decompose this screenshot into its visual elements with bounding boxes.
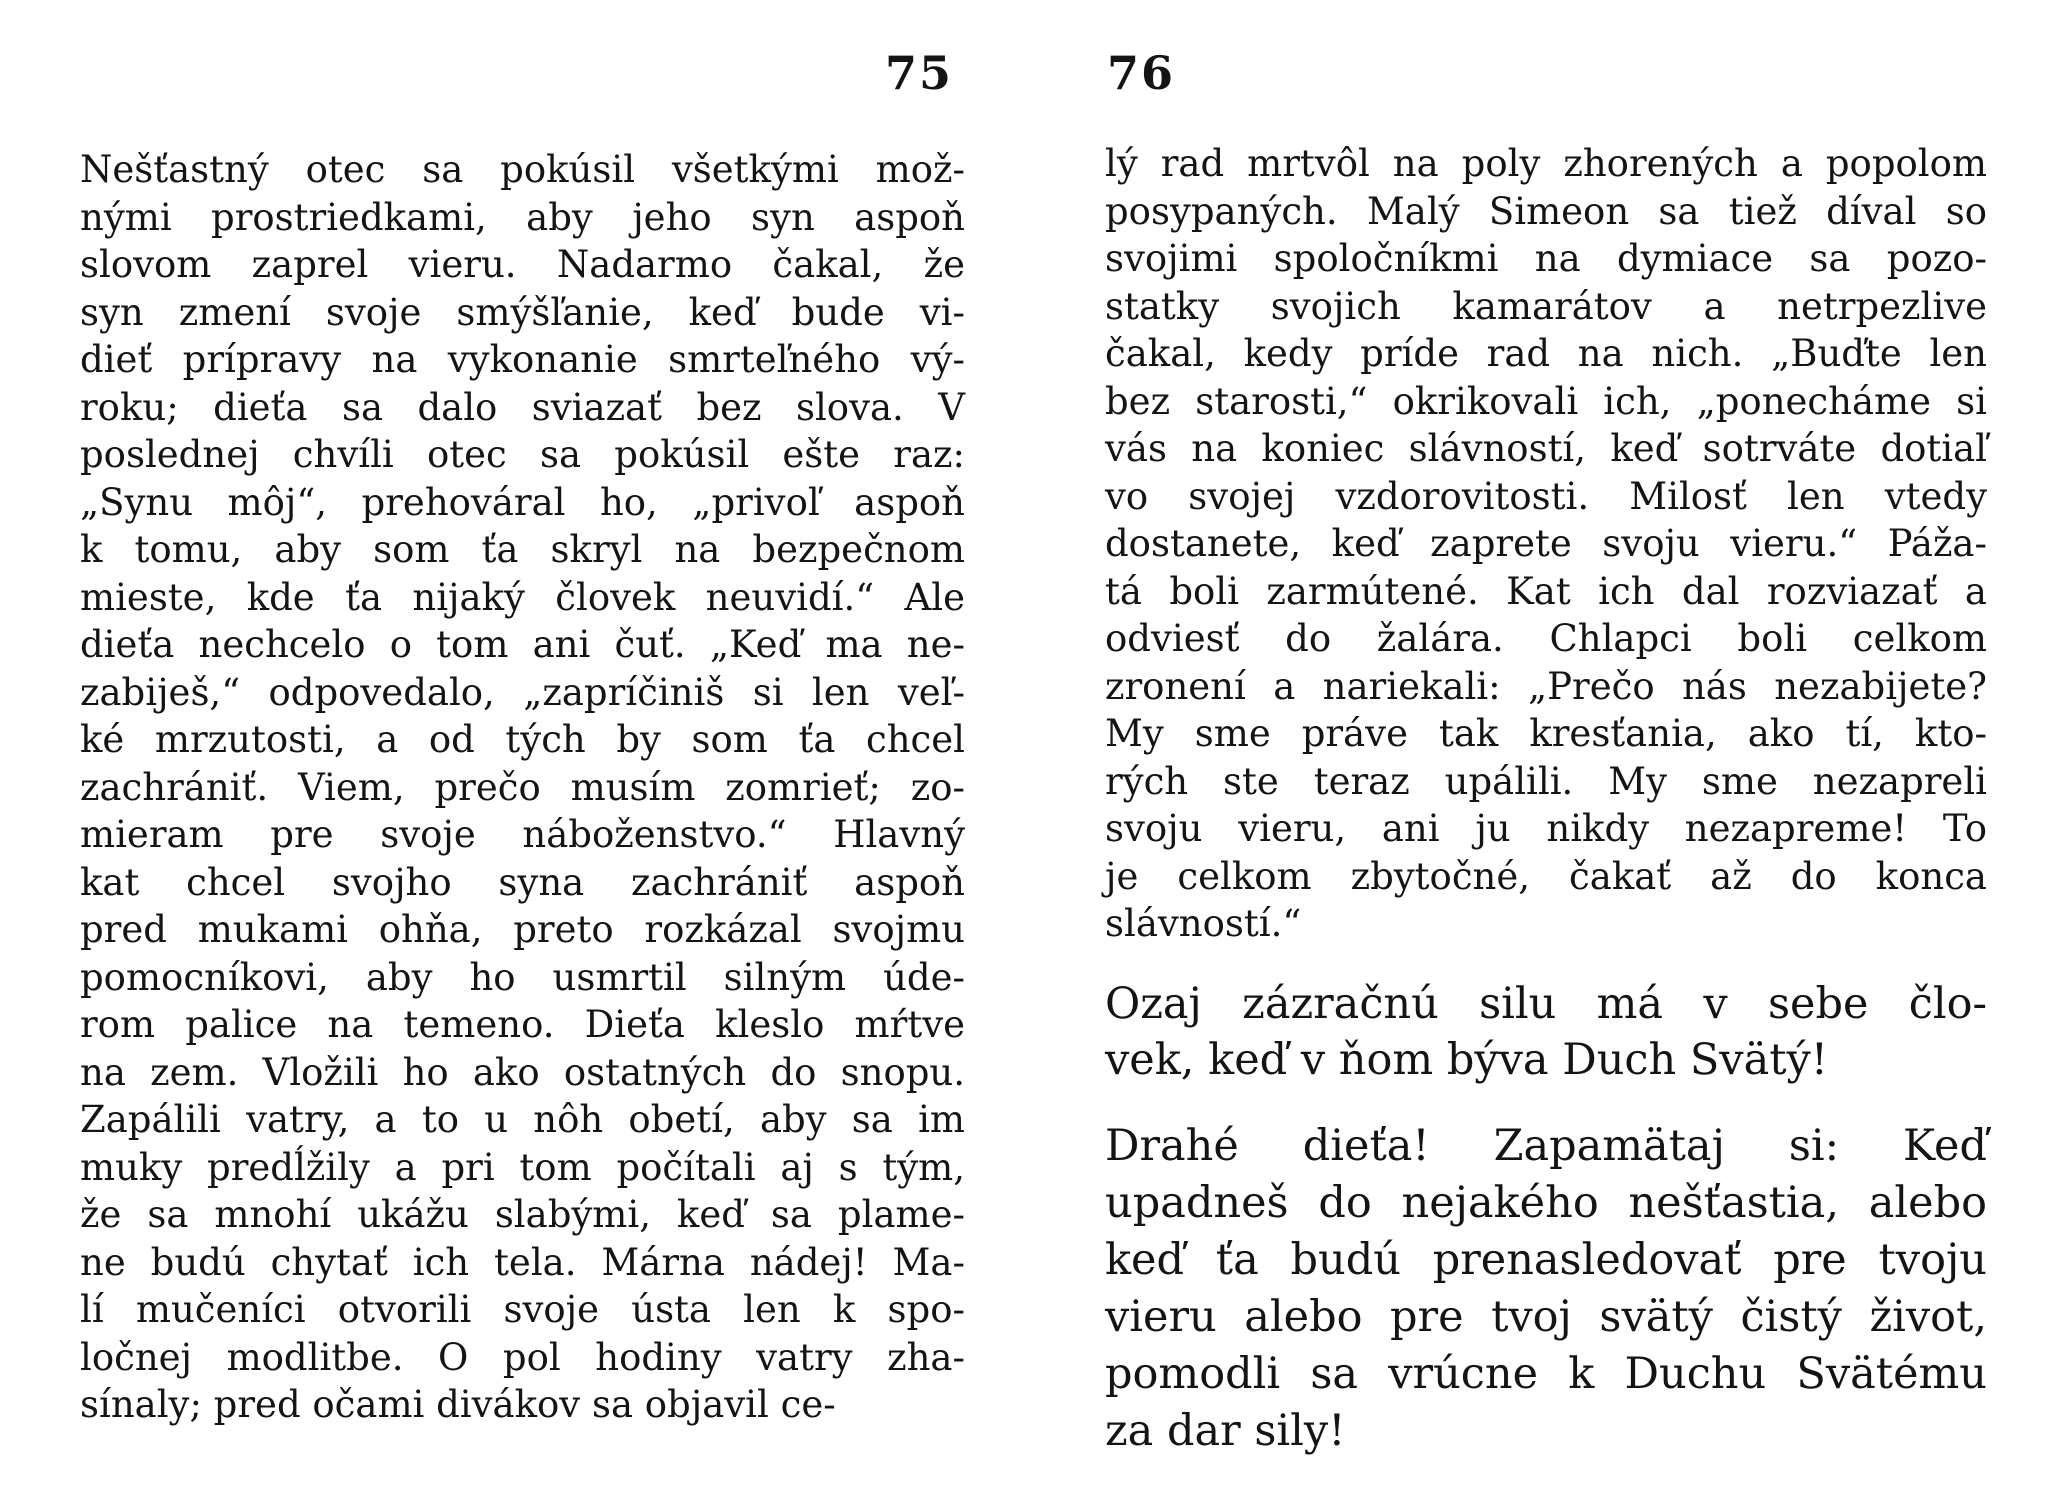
text-line: poslednej chvíli otec sa pokúsil ešte raz: bbox=[80, 433, 965, 476]
text-line: dieť prípravy na vykonanie smrteľného vý- bbox=[80, 338, 965, 381]
text-line: čakal, kedy príde rad na nich. „Buďte len bbox=[1105, 332, 1987, 375]
text-line: ké mrzutosti, a od tých by som ťa chcel bbox=[80, 718, 965, 761]
text-line: nými prostriedkami, aby jeho syn aspoň bbox=[80, 195, 965, 239]
text-line: tá boli zarmútené. Kat ich dal rozviazať a bbox=[1105, 569, 1987, 613]
text-line: keď ťa budú prenasledovať pre tvoju bbox=[1105, 1234, 1987, 1285]
text-line: zronení a nariekali: „Prečo nás nezabijete? bbox=[1105, 664, 1987, 708]
text-line: bez starosti,“ okrikovali ich, „ponecháme si bbox=[1105, 379, 1987, 423]
text-line: roku; dieťa sa dalo sviazať bez slova. V bbox=[80, 385, 965, 429]
text-line: slávností.“ bbox=[1105, 902, 1302, 945]
left-paragraph bbox=[80, 146, 965, 1429]
text-line: slovom zaprel vieru. Nadarmo čakal, že bbox=[80, 243, 965, 286]
text-line: rých ste teraz upálili. My sme nezapreli bbox=[1105, 759, 1987, 803]
exhortation-paragraph bbox=[1105, 1118, 1987, 1460]
text-line: kat chcel svojho syna zachrániť aspoň bbox=[80, 860, 965, 904]
text-line: Zapálili vatry, a to u nôh obetí, aby sa im bbox=[80, 1098, 965, 1141]
text-line: posypaných. Malý Simeon sa tiež díval so bbox=[1105, 189, 1987, 233]
text-line: ne budú chytať ich tela. Márna nádej! Ma- bbox=[80, 1240, 965, 1284]
text-line: syn zmení svoje smýšľanie, keď bude vi- bbox=[80, 290, 965, 334]
text-line: statky svojich kamarátov a netrpezlive bbox=[1105, 284, 1987, 328]
text-line: Ozaj zázračnú silu má v sebe člo- bbox=[1105, 978, 1987, 1029]
text-line: svojimi spoločníkmi na dymiace sa pozo- bbox=[1105, 237, 1987, 280]
text-line: je celkom zbytočné, čakať až do konca bbox=[1105, 854, 1987, 898]
text-line: pomodli sa vrúcne k Duchu Svätému bbox=[1105, 1348, 1987, 1399]
text-line: „Synu môj“, prehováral ho, „privoľ aspoň bbox=[80, 480, 965, 524]
text-line: k tomu, aby som ťa skryl na bezpečnom bbox=[80, 528, 965, 571]
text-line: pomocníkovi, aby ho usmrtil silným úde- bbox=[80, 955, 965, 999]
text-line: Drahé dieťa! Zapamätaj si: Keď bbox=[1105, 1120, 1987, 1171]
text-line: za dar sily! bbox=[1105, 1405, 1346, 1456]
text-line: upadneš do nejakého nešťastia, alebo bbox=[1105, 1177, 1987, 1228]
text-line: svoju vieru, ani ju nikdy nezapreme! To bbox=[1105, 807, 1987, 850]
text-line: lý rad mrtvôl na poly zhorených a popolom bbox=[1105, 142, 1987, 185]
text-line: vás na koniec slávností, keď sotrváte dotiaľ bbox=[1105, 427, 1987, 470]
text-line: My sme práve tak kresťania, ako tí, kto- bbox=[1105, 712, 1987, 755]
text-line: rom palice na temeno. Dieťa kleslo mŕtve bbox=[80, 1003, 965, 1046]
text-line: dieťa nechcelo o tom ani čuť. „Keď ma ne- bbox=[80, 623, 965, 666]
text-line: zabiješ,“ odpovedalo, „zapríčiniš si len veľ- bbox=[80, 670, 965, 714]
text-line: že sa mnohí ukážu slabými, keď sa plame- bbox=[80, 1193, 965, 1236]
page-number-right: 76 bbox=[1107, 46, 1176, 100]
text-line: Nešťastný otec sa pokúsil všetkými mož- bbox=[80, 148, 965, 191]
text-line: lí mučeníci otvorili svoje ústa len k spo- bbox=[80, 1288, 965, 1331]
page-number-left: 75 bbox=[885, 46, 954, 100]
text-line: muky predĺžily a pri tom počítali aj s tým, bbox=[80, 1145, 965, 1189]
text-line: mieram pre svoje náboženstvo.“ Hlavný bbox=[80, 813, 965, 856]
right-paragraph bbox=[1105, 140, 1987, 948]
text-line: vek, keď v ňom býva Duch Svätý! bbox=[1105, 1034, 1829, 1085]
text-line: zachrániť. Viem, prečo musím zomrieť; zo- bbox=[80, 765, 965, 809]
text-line: mieste, kde ťa nijaký človek neuvidí.“ Ale bbox=[80, 575, 965, 619]
text-line: vieru alebo pre tvoj svätý čistý život, bbox=[1105, 1291, 1987, 1342]
text-line: vo svojej vzdorovitosti. Milosť len vtedy bbox=[1105, 474, 1987, 518]
text-line: ločnej modlitbe. O pol hodiny vatry zha- bbox=[80, 1335, 965, 1379]
text-line: dostanete, keď zaprete svoju vieru.“ Páža- bbox=[1105, 522, 1987, 565]
right-page-text bbox=[1105, 140, 1987, 1460]
text-line: pred mukami ohňa, preto rozkázal svojmu bbox=[80, 908, 965, 951]
left-page-text bbox=[80, 146, 965, 1429]
text-line: odviesť do žalára. Chlapci boli celkom bbox=[1105, 617, 1987, 660]
emphasis-paragraph bbox=[1105, 976, 1987, 1088]
text-line: sínaly; pred očami divákov sa objavil ce- bbox=[80, 1383, 836, 1426]
text-line: na zem. Vložili ho ako ostatných do snopu. bbox=[80, 1050, 965, 1094]
